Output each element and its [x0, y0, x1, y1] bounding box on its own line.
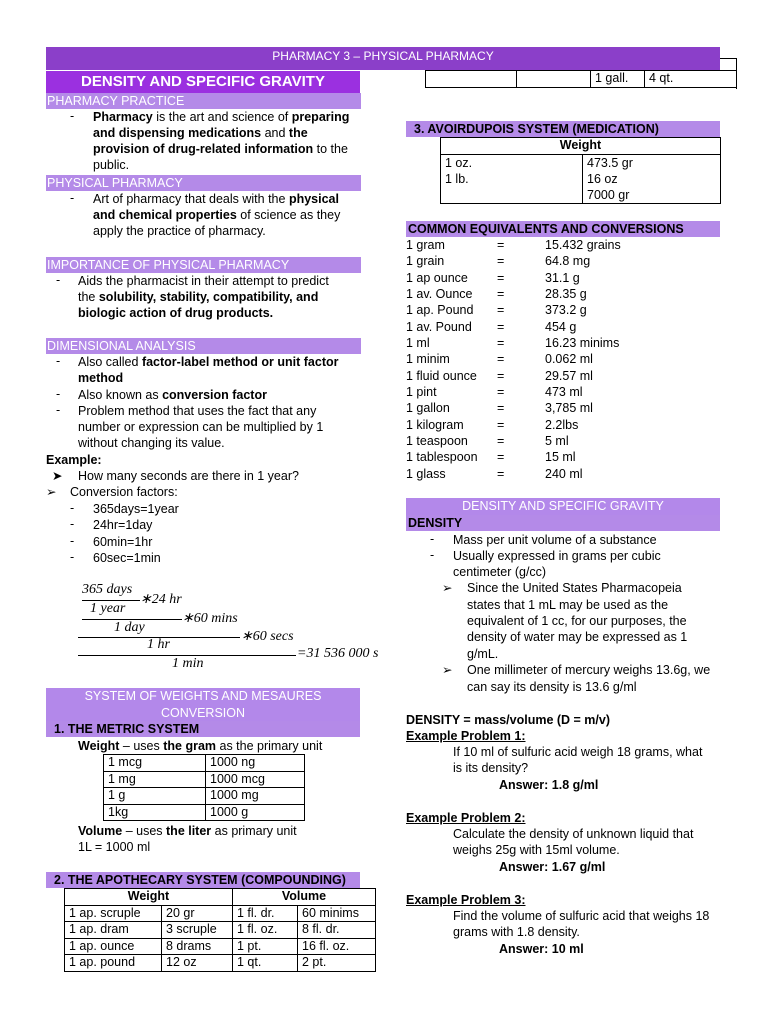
- equivalent-row: [406, 433, 720, 449]
- table-cell: 1 pt.: [233, 938, 298, 955]
- heading-importance: IMPORTANCE OF PHYSICAL PHARMACY: [46, 257, 361, 273]
- table-cell: 1000 mcg: [206, 771, 305, 788]
- equivalent-row: [406, 368, 720, 384]
- top-volume-row: [425, 70, 737, 88]
- table-cell: 1000 ng: [206, 755, 305, 772]
- ph-line-3: apply the practice of pharmacy.: [93, 224, 266, 238]
- equivalent-unit: 1 av. Ounce: [406, 287, 473, 302]
- equivalent-row: [406, 351, 720, 367]
- equals-sign: =: [497, 417, 505, 432]
- table-cell: 1 qt.: [233, 955, 298, 972]
- equivalents-list: [406, 237, 720, 482]
- heading-pharmacy-practice: PHARMACY PRACTICE: [46, 93, 361, 109]
- apothecary-table: [64, 888, 376, 972]
- table-cell: 1 g: [104, 788, 206, 805]
- equivalent-unit: 1 minim: [406, 352, 450, 367]
- bullet-dash: -: [70, 550, 75, 564]
- example-label: Example:: [46, 453, 102, 467]
- bullet-dash: -: [430, 548, 435, 562]
- da-line-3: Also known as conversion factor: [78, 388, 267, 402]
- equivalent-value: 454 g: [545, 319, 577, 334]
- factor-1: 365days=1year: [93, 502, 179, 516]
- equivalent-row: [406, 417, 720, 433]
- equivalent-value: 28.35 g: [545, 287, 587, 302]
- equals-sign: =: [497, 270, 505, 285]
- table-cell: 1 ap. ounce: [65, 938, 162, 955]
- density-line-2: Usually expressed in grams per cubic: [453, 549, 661, 563]
- da-line-1: Also called factor-label method or unit factor: [78, 355, 339, 369]
- sub-line-6: One millimeter of mercury weighs 13.6g, we: [467, 663, 711, 677]
- equals-sign: =: [497, 254, 505, 269]
- eq-numerator-1: 365 days: [82, 582, 133, 597]
- equivalent-unit: 1 ap ounce: [406, 270, 468, 285]
- equals-sign: =: [497, 287, 505, 302]
- document-title: DENSITY AND SPECIFIC GRAVITY: [46, 71, 360, 93]
- pp-line-4: public.: [93, 158, 130, 172]
- table-header: Weight: [441, 138, 721, 155]
- equivalent-unit: 1 teaspoon: [406, 434, 468, 449]
- table-cell: 1 fl. dr.: [233, 905, 298, 922]
- eq-mult-1: ∗24 hr: [140, 592, 182, 607]
- equivalent-value: 31.1 g: [545, 270, 580, 285]
- table-cell: 1000 g: [206, 804, 305, 821]
- eq-denominator-3: 1 hr: [147, 637, 170, 652]
- arrow-icon: ➢: [442, 663, 453, 677]
- equals-sign: =: [497, 466, 505, 481]
- density-line-3: centimeter (g/cc): [453, 565, 547, 579]
- equals-sign: =: [497, 238, 505, 252]
- eq-denominator-2: 1 day: [114, 620, 145, 635]
- ph-line-1: Art of pharmacy that deals with the physical: [93, 192, 339, 206]
- eq-mult-2: ∗60 mins: [182, 611, 238, 626]
- heading-density-specific-gravity: DENSITY AND SPECIFIC GRAVITY: [406, 498, 720, 515]
- example-2-title: Example Problem 2:: [406, 811, 526, 825]
- eq-denominator-1: 1 year: [90, 601, 126, 616]
- table-cell: 1 ap. dram: [65, 922, 162, 939]
- bullet-dash: -: [70, 109, 75, 123]
- bullet-dash: -: [70, 191, 75, 205]
- pp-line-1: Pharmacy is the art and science of preparing: [93, 110, 350, 124]
- eq-result: =31 536 000 s: [297, 646, 379, 661]
- example-1-line-1: If 10 ml of sulfuric acid weigh 18 grams, what: [453, 745, 703, 759]
- equivalent-unit: 1 kilogram: [406, 417, 464, 432]
- heading-avoirdupois: 3. AVOIRDUPOIS SYSTEM (MEDICATION): [406, 121, 720, 137]
- equivalent-value: 15 ml: [545, 450, 576, 465]
- example-2-answer: Answer: 1.67 g/ml: [499, 860, 606, 874]
- equivalent-unit: 1 av. Pound: [406, 319, 472, 334]
- equivalent-row: [406, 449, 720, 465]
- ph-line-2: and chemical properties of science as they: [93, 208, 341, 222]
- avoir-unit: 1 oz.: [445, 155, 473, 170]
- heading-metric-system: 1. THE METRIC SYSTEM: [46, 721, 360, 737]
- example-2-line-1: Calculate the density of unknown liquid that: [453, 827, 694, 841]
- heading-common-equivalents: COMMON EQUIVALENTS AND CONVERSIONS: [406, 221, 720, 237]
- table-cell: 12 oz: [162, 955, 233, 972]
- arrow-icon: ➢: [46, 485, 57, 499]
- arrow-icon: ➤: [52, 469, 63, 483]
- equals-sign: =: [497, 401, 505, 416]
- example-3-title: Example Problem 3:: [406, 893, 526, 907]
- cell-qt: 4 qt.: [645, 71, 737, 88]
- equivalent-value: 473 ml: [545, 385, 583, 400]
- equivalent-unit: 1 gram: [406, 238, 445, 252]
- heading-dimensional: DIMENSIONAL ANALYSIS: [46, 338, 361, 354]
- equals-sign: =: [497, 368, 505, 383]
- avoir-right-cell: [583, 154, 721, 203]
- table-cell: 1kg: [104, 804, 206, 821]
- density-line-1: Mass per unit volume of a substance: [453, 533, 657, 547]
- avoir-value: 16 oz: [587, 171, 618, 186]
- equivalent-row: [406, 237, 720, 253]
- table-cell: 8 drams: [162, 938, 233, 955]
- table-cell: 20 gr: [162, 905, 233, 922]
- example-2-line-2: weighs 25g with 15ml volume.: [453, 843, 620, 857]
- table-cell: 16 fl. oz.: [298, 938, 376, 955]
- bullet-dash: -: [70, 501, 75, 515]
- imp-line-3: biologic action of drug products.: [78, 306, 274, 320]
- heading-weights-measures: [46, 688, 360, 722]
- arrow-icon: ➢: [442, 581, 453, 595]
- pp-line-3: provision of drug-related information to the: [93, 142, 348, 156]
- bullet-dash: -: [70, 517, 75, 531]
- metric-volume-line: Volume – uses the liter as primary unit: [78, 824, 297, 838]
- example-question: How many seconds are there in 1 year?: [78, 469, 299, 483]
- heading-line-1: SYSTEM OF WEIGHTS AND MESAURES: [84, 689, 322, 703]
- equivalent-unit: 1 pint: [406, 385, 437, 400]
- factor-3: 60min=1hr: [93, 535, 153, 549]
- sub-line-1: Since the United States Pharmacopeia: [467, 581, 682, 595]
- equivalent-row: [406, 302, 720, 318]
- eq-mult-3: ∗60 secs: [241, 629, 294, 644]
- equivalent-value: 64.8 mg: [545, 254, 591, 269]
- sub-line-5: g/mL.: [467, 647, 499, 661]
- heading-density: DENSITY: [406, 515, 720, 531]
- sub-line-4: density of water may be expressed as 1: [467, 630, 688, 644]
- metric-weight-line: Weight – uses the gram as the primary unit: [78, 739, 323, 753]
- pp-line-2: and dispensing medications and the: [93, 126, 308, 140]
- bullet-dash: -: [56, 273, 61, 287]
- da-line-5: number or expression can be multiplied by 1: [78, 420, 324, 434]
- equivalent-value: 2.2lbs: [545, 417, 579, 432]
- equivalent-unit: 1 ap. Pound: [406, 303, 474, 318]
- page-header: PHARMACY 3 – PHYSICAL PHARMACY: [46, 47, 720, 70]
- equivalent-value: 16.23 minims: [545, 336, 620, 351]
- equals-sign: =: [497, 336, 505, 351]
- factor-4: 60sec=1min: [93, 551, 161, 565]
- heading-physical-pharmacy: PHYSICAL PHARMACY: [46, 175, 361, 191]
- avoir-value: 473.5 gr: [587, 155, 633, 170]
- imp-line-1: Aids the pharmacist in their attempt to predict: [78, 274, 329, 288]
- equals-sign: =: [497, 352, 505, 367]
- table-cell: 2 pt.: [298, 955, 376, 972]
- equivalent-value: 29.57 ml: [545, 368, 593, 383]
- sub-line-3: equivalent of 1 cc, for our purposes, the: [467, 614, 687, 628]
- da-line-4: Problem method that uses the fact that any: [78, 404, 317, 418]
- metric-volume-eq: 1L = 1000 ml: [78, 840, 151, 854]
- equals-sign: =: [497, 385, 505, 400]
- equivalent-value: 240 ml: [545, 466, 583, 481]
- table-cell: 8 fl. dr.: [298, 922, 376, 939]
- example-1-answer: Answer: 1.8 g/ml: [499, 778, 599, 792]
- example-3-line-1: Find the volume of sulfuric acid that weighs 18: [453, 909, 710, 923]
- equals-sign: =: [497, 434, 505, 449]
- equivalent-row: [406, 384, 720, 400]
- da-line-2: method: [78, 371, 124, 385]
- equivalent-value: 3,785 ml: [545, 401, 593, 416]
- da-line-6: without changing its value.: [78, 436, 225, 450]
- factor-2: 24hr=1day: [93, 518, 153, 532]
- table-cell: 1 ap. pound: [65, 955, 162, 972]
- conversion-label: Conversion factors:: [70, 485, 178, 499]
- table-header: Volume: [233, 889, 376, 906]
- equivalent-unit: 1 tablespoon: [406, 450, 478, 465]
- equivalent-row: [406, 400, 720, 416]
- equivalent-value: 0.062 ml: [545, 352, 593, 367]
- imp-line-2: the solubility, stability, compatibility, and: [78, 290, 319, 304]
- equivalent-row: [406, 253, 720, 269]
- bullet-dash: -: [56, 403, 61, 417]
- equals-sign: =: [497, 303, 505, 318]
- table-header: Weight: [65, 889, 233, 906]
- table-cell: 1 ap. scruple: [65, 905, 162, 922]
- table-cell: 1 fl. oz.: [233, 922, 298, 939]
- equals-sign: =: [497, 450, 505, 465]
- equivalent-row: [406, 466, 720, 482]
- equivalent-unit: 1 grain: [406, 254, 445, 269]
- equivalent-value: 5 ml: [545, 434, 569, 449]
- metric-weight-table: [103, 754, 305, 821]
- bullet-dash: -: [56, 387, 61, 401]
- avoirdupois-table: [440, 137, 721, 204]
- example-1-line-2: is its density?: [453, 761, 529, 775]
- equivalent-unit: 1 gallon: [406, 401, 450, 416]
- example-3-line-2: grams with 1.8 density.: [453, 925, 580, 939]
- bullet-dash: -: [70, 534, 75, 548]
- equivalent-value: 15.432 grains: [545, 238, 621, 252]
- example-1-title: Example Problem 1:: [406, 729, 526, 743]
- avoir-unit: 1 lb.: [445, 171, 469, 186]
- eq-denominator-4: 1 min: [172, 656, 204, 671]
- equivalent-value: 373.2 g: [545, 303, 587, 318]
- equals-sign: =: [497, 319, 505, 334]
- table-cell: 60 minims: [298, 905, 376, 922]
- sub-line-7: can say its density is 13.6 g/ml: [467, 680, 637, 694]
- cell-gall: 1 gall.: [591, 71, 645, 88]
- table-cell: 3 scruple: [162, 922, 233, 939]
- heading-apothecary-system: 2. THE APOTHECARY SYSTEM (COMPOUNDING): [46, 872, 360, 888]
- equivalent-row: [406, 319, 720, 335]
- heading-line-2: CONVERSION: [160, 706, 246, 720]
- equivalent-unit: 1 fluid ounce: [406, 368, 477, 383]
- equivalent-unit: 1 glass: [406, 466, 446, 481]
- example-3-answer: Answer: 10 ml: [499, 942, 584, 956]
- sub-line-2: states that 1 mL may be used as the: [467, 598, 669, 612]
- table-cell: 1000 mg: [206, 788, 305, 805]
- equivalent-unit: 1 ml: [406, 336, 430, 351]
- table-cell: 1 mcg: [104, 755, 206, 772]
- avoir-value: 7000 gr: [587, 187, 630, 202]
- equivalent-row: [406, 335, 720, 351]
- equivalent-row: [406, 286, 720, 302]
- bullet-dash: -: [430, 532, 435, 546]
- equivalent-row: [406, 270, 720, 286]
- density-formula: DENSITY = mass/volume (D = m/v): [406, 713, 611, 727]
- table-cell: 1 mg: [104, 771, 206, 788]
- bullet-dash: -: [56, 354, 61, 368]
- avoir-left-cell: [441, 154, 583, 203]
